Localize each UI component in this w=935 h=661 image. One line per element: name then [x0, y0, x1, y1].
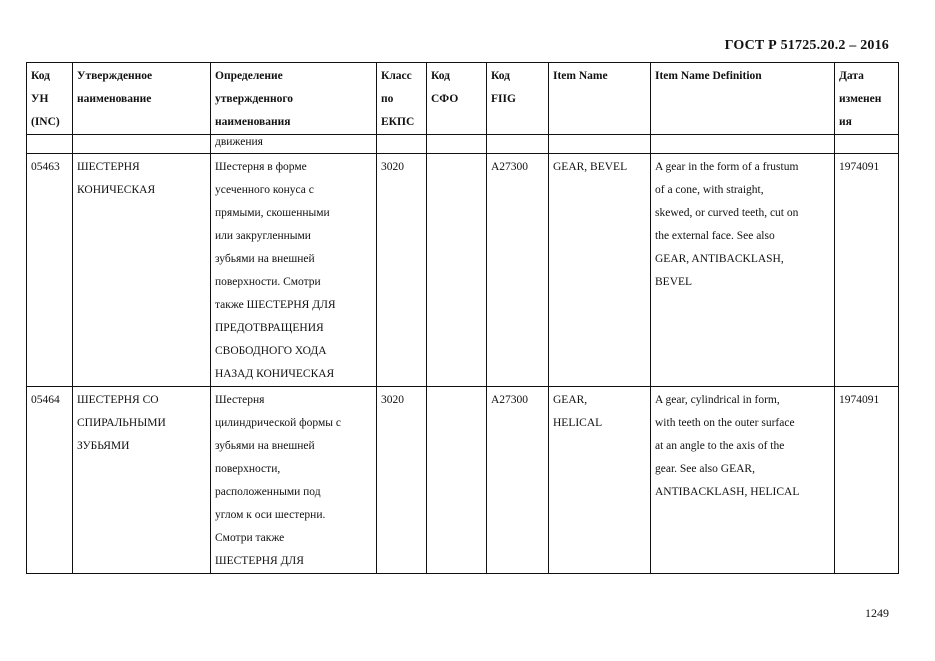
column-header-approved-name: Утвержденное наименование — [73, 63, 211, 135]
cell-item-definition — [651, 135, 835, 154]
cell-fiig: A27300 — [487, 154, 549, 387]
column-header-item-definition: Item Name Definition — [651, 63, 835, 135]
table-row — [27, 387, 899, 574]
column-header-sfo-code: Код СФО — [427, 63, 487, 135]
cell-date: 1974091 — [835, 387, 899, 574]
cell-item-name: GEAR, BEVEL — [549, 154, 651, 387]
cell-class: 3020 — [377, 154, 427, 387]
cell-date — [835, 135, 899, 154]
classification-table — [26, 62, 899, 574]
cell-code: 05464 — [27, 387, 73, 574]
column-header-item-name: Item Name — [549, 63, 651, 135]
cell-item-definition: A gear in the form of a frustum of a cone, with straight, skewed, or curved teeth, cut on the external face. See also GEAR, ANTIBACKLASH, BEVEL — [651, 154, 835, 387]
cell-class: 3020 — [377, 387, 427, 574]
cell-name — [73, 135, 211, 154]
cell-name: ШЕСТЕРНЯ СО СПИРАЛЬНЫМИ ЗУБЬЯМИ — [73, 387, 211, 574]
cell-definition: Шестерня в форме усеченного конуса с прямыми, скошенными или закругленными зубьями на внешней поверхности. Смотри также ШЕСТЕРНЯ ДЛЯ ПРЕДОТВРАЩЕНИЯ СВОБОДНОГО ХОДА НАЗАД КОНИЧЕСКАЯ — [211, 154, 377, 387]
cell-definition: Шестерня цилиндрической формы с зубьями на внешней поверхности, расположенными под углом к оси шестерни. Смотри также ШЕСТЕРНЯ ДЛЯ — [211, 387, 377, 574]
table-row — [27, 154, 899, 387]
column-header-change-date: Дата изменен ия — [835, 63, 899, 135]
continuation-row — [27, 135, 899, 154]
cell-name: ШЕСТЕРНЯ КОНИЧЕСКАЯ — [73, 154, 211, 387]
cell-item-name — [549, 135, 651, 154]
column-header-ekps-class: Класс по ЕКПС — [377, 63, 427, 135]
cell-sfo — [427, 387, 487, 574]
document-header: ГОСТ Р 51725.20.2 – 2016 — [724, 38, 889, 53]
page-number: 1249 — [865, 606, 889, 620]
column-header-inc: Код УН (INC) — [27, 63, 73, 135]
column-header-definition: Определение утвержденного наименования — [211, 63, 377, 135]
cell-fiig: A27300 — [487, 387, 549, 574]
cell-code — [27, 135, 73, 154]
cell-class — [377, 135, 427, 154]
header-row — [27, 63, 899, 135]
cell-definition: движения — [211, 135, 377, 154]
cell-code: 05463 — [27, 154, 73, 387]
cell-fiig — [487, 135, 549, 154]
column-header-fiig-code: Код FIIG — [487, 63, 549, 135]
cell-item-definition: A gear, cylindrical in form, with teeth on the outer surface at an angle to the axis of the gear. See also GEAR, ANTIBACKLASH, HELICAL — [651, 387, 835, 574]
cell-sfo — [427, 154, 487, 387]
cell-item-name: GEAR, HELICAL — [549, 387, 651, 574]
cell-sfo — [427, 135, 487, 154]
cell-date: 1974091 — [835, 154, 899, 387]
